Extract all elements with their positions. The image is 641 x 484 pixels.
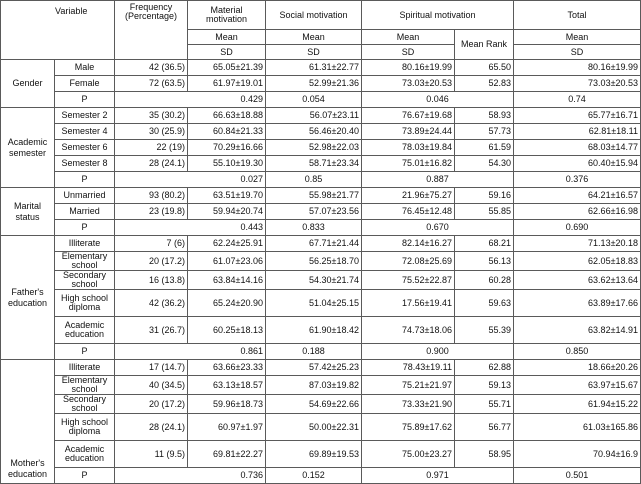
mean-rank-cell: 62.88 (455, 360, 514, 376)
p-label: P (55, 468, 115, 484)
frequency-cell: 23 (19.8) (115, 204, 188, 220)
spiritual-cell: 78.03±19.84 (362, 140, 455, 156)
p-value-row (1, 172, 641, 188)
total-cell: 62.05±18.83 (514, 252, 641, 271)
mean-rank-cell: 57.73 (455, 124, 514, 140)
material-cell: 63.84±14.16 (188, 271, 266, 290)
spiritual-cell: 75.89±17.62 (362, 414, 455, 441)
p-spiritual: 0.900 (362, 344, 514, 360)
total-cell: 70.94±16.9 (514, 441, 641, 468)
total-cell: 62.81±18.11 (514, 124, 641, 140)
spiritual-motivation-header: Spiritual motivation (362, 1, 514, 30)
material-cell: 61.07±23.06 (188, 252, 266, 271)
p-spiritual: 0.670 (362, 220, 514, 236)
p-label: P (55, 172, 115, 188)
p-material: 0.443 (115, 220, 266, 236)
table-row (1, 108, 641, 124)
frequency-cell: 40 (34.5) (115, 376, 188, 395)
table-row (1, 271, 641, 290)
social-cell: 61.90±18.42 (266, 317, 362, 344)
spiritual-cell: 75.00±23.27 (362, 441, 455, 468)
row-level: Illiterate (55, 360, 115, 376)
p-material: 0.027 (115, 172, 266, 188)
spiritual-cell: 78.43±19.11 (362, 360, 455, 376)
table-row (1, 395, 641, 414)
total-cell: 63.82±14.91 (514, 317, 641, 344)
table-row (1, 204, 641, 220)
row-level: Male (55, 60, 115, 76)
spiritual-cell: 21.96±75.27 (362, 188, 455, 204)
table-row (1, 414, 641, 441)
spiritual-cell: 17.56±19.41 (362, 290, 455, 317)
p-material: 0.861 (115, 344, 266, 360)
row-level: Semester 6 (55, 140, 115, 156)
mean-rank-cell: 55.71 (455, 395, 514, 414)
spiritual-mean-header: Mean (362, 30, 455, 45)
social-cell: 57.42±25.23 (266, 360, 362, 376)
material-motivation-header: Material motivation (188, 1, 266, 30)
p-social: 0.85 (266, 172, 362, 188)
frequency-cell: 31 (26.7) (115, 317, 188, 344)
table-row (1, 188, 641, 204)
social-cell: 52.99±21.36 (266, 76, 362, 92)
p-material: 0.736 (115, 468, 266, 484)
frequency-cell: 42 (36.2) (115, 290, 188, 317)
table-body (1, 60, 641, 484)
total-cell: 63.89±17.66 (514, 290, 641, 317)
p-social: 0.833 (266, 220, 362, 236)
spiritual-cell: 72.08±25.69 (362, 252, 455, 271)
material-cell: 59.96±18.73 (188, 395, 266, 414)
table-row (1, 376, 641, 395)
variable-header: Variable (1, 1, 115, 60)
table-row (1, 360, 641, 376)
frequency-cell: 16 (13.8) (115, 271, 188, 290)
row-level: Semester 2 (55, 108, 115, 124)
material-cell: 60.97±1.97 (188, 414, 266, 441)
p-social: 0.054 (266, 92, 362, 108)
social-cell: 67.71±21.44 (266, 236, 362, 252)
frequency-cell: 11 (9.5) (115, 441, 188, 468)
social-cell: 58.71±23.34 (266, 156, 362, 172)
table-row (1, 76, 641, 92)
total-cell: 62.66±16.98 (514, 204, 641, 220)
spiritual-cell: 80.16±19.99 (362, 60, 455, 76)
spiritual-cell: 75.01±16.82 (362, 156, 455, 172)
p-spiritual: 0.887 (362, 172, 514, 188)
table-row (1, 317, 641, 344)
spiritual-sd-header: SD (362, 45, 455, 60)
material-cell: 59.94±20.74 (188, 204, 266, 220)
frequency-cell: 30 (25.9) (115, 124, 188, 140)
total-cell: 80.16±19.99 (514, 60, 641, 76)
total-cell: 18.66±20.26 (514, 360, 641, 376)
row-level: Secondary school (55, 395, 115, 414)
frequency-header: Frequency (Percentage) (115, 1, 188, 60)
frequency-cell: 72 (63.5) (115, 76, 188, 92)
p-value-row (1, 344, 641, 360)
group-name: Mother's education (1, 360, 55, 484)
row-level: Married (55, 204, 115, 220)
mean-rank-cell: 54.30 (455, 156, 514, 172)
material-cell: 65.24±20.90 (188, 290, 266, 317)
group-name: Academic semester (1, 108, 55, 188)
mean-rank-cell: 59.63 (455, 290, 514, 317)
row-level: High school diploma (55, 290, 115, 317)
mean-rank-cell: 55.39 (455, 317, 514, 344)
table-row (1, 236, 641, 252)
p-total: 0.376 (514, 172, 641, 188)
row-level: Semester 4 (55, 124, 115, 140)
material-cell: 63.66±23.33 (188, 360, 266, 376)
spiritual-cell: 76.45±12.48 (362, 204, 455, 220)
group-name: Father's education (1, 236, 55, 360)
total-cell: 68.03±14.77 (514, 140, 641, 156)
mean-rank-cell: 61.59 (455, 140, 514, 156)
mean-rank-cell: 52.83 (455, 76, 514, 92)
table-row (1, 441, 641, 468)
table-row (1, 60, 641, 76)
material-cell: 63.51±19.70 (188, 188, 266, 204)
header-row (1, 1, 641, 30)
social-cell: 87.03±19.82 (266, 376, 362, 395)
frequency-cell: 7 (6) (115, 236, 188, 252)
mean-rank-cell: 56.13 (455, 252, 514, 271)
total-cell: 61.03±165.86 (514, 414, 641, 441)
frequency-cell: 22 (19) (115, 140, 188, 156)
mean-rank-cell: 56.77 (455, 414, 514, 441)
spiritual-cell: 73.89±24.44 (362, 124, 455, 140)
mean-rank-cell: 59.16 (455, 188, 514, 204)
material-cell: 62.24±25.91 (188, 236, 266, 252)
social-cell: 56.25±18.70 (266, 252, 362, 271)
p-value-row (1, 468, 641, 484)
total-cell: 64.21±16.57 (514, 188, 641, 204)
material-cell: 69.81±22.27 (188, 441, 266, 468)
total-cell: 61.94±15.22 (514, 395, 641, 414)
total-cell: 73.03±20.53 (514, 76, 641, 92)
total-sd-header: SD (514, 45, 641, 60)
p-material: 0.429 (115, 92, 266, 108)
table-row (1, 124, 641, 140)
social-cell: 54.69±22.66 (266, 395, 362, 414)
p-spiritual: 0.971 (362, 468, 514, 484)
frequency-cell: 20 (17.2) (115, 252, 188, 271)
mean-rank-cell: 65.50 (455, 60, 514, 76)
p-value-row (1, 220, 641, 236)
row-level: Elementary school (55, 252, 115, 271)
p-total: 0.74 (514, 92, 641, 108)
spiritual-mean-rank-header: Mean Rank (455, 30, 514, 60)
social-cell: 56.07±23.11 (266, 108, 362, 124)
social-cell: 51.04±25.15 (266, 290, 362, 317)
frequency-cell: 93 (80.2) (115, 188, 188, 204)
row-level: High school diploma (55, 414, 115, 441)
frequency-cell: 28 (24.1) (115, 414, 188, 441)
social-sd-header: SD (266, 45, 362, 60)
p-social: 0.188 (266, 344, 362, 360)
total-mean-header: Mean (514, 30, 641, 45)
social-motivation-header: Social motivation (266, 1, 362, 30)
frequency-cell: 28 (24.1) (115, 156, 188, 172)
total-cell: 60.40±15.94 (514, 156, 641, 172)
social-cell: 54.30±21.74 (266, 271, 362, 290)
table-row (1, 252, 641, 271)
table-row (1, 140, 641, 156)
table-row (1, 156, 641, 172)
social-cell: 55.98±21.77 (266, 188, 362, 204)
row-level: Illiterate (55, 236, 115, 252)
spiritual-cell: 82.14±16.27 (362, 236, 455, 252)
p-social: 0.152 (266, 468, 362, 484)
group-name: Marital status (1, 188, 55, 236)
p-total: 0.850 (514, 344, 641, 360)
material-cell: 66.63±18.88 (188, 108, 266, 124)
p-label: P (55, 344, 115, 360)
row-level: Academic education (55, 441, 115, 468)
frequency-cell: 17 (14.7) (115, 360, 188, 376)
social-cell: 69.89±19.53 (266, 441, 362, 468)
social-cell: 57.07±23.56 (266, 204, 362, 220)
social-mean-header: Mean (266, 30, 362, 45)
p-total: 0.690 (514, 220, 641, 236)
material-mean-header: Mean (188, 30, 266, 45)
mean-rank-cell: 58.93 (455, 108, 514, 124)
material-cell: 70.29±16.66 (188, 140, 266, 156)
total-cell: 71.13±20.18 (514, 236, 641, 252)
mean-rank-cell: 55.85 (455, 204, 514, 220)
row-level: Secondary school (55, 271, 115, 290)
material-cell: 65.05±21.39 (188, 60, 266, 76)
total-header: Total (514, 1, 641, 30)
frequency-cell: 35 (30.2) (115, 108, 188, 124)
social-cell: 61.31±22.77 (266, 60, 362, 76)
row-level: Unmarried (55, 188, 115, 204)
p-label: P (55, 220, 115, 236)
material-cell: 60.25±18.13 (188, 317, 266, 344)
total-cell: 63.97±15.67 (514, 376, 641, 395)
material-cell: 60.84±21.33 (188, 124, 266, 140)
spiritual-cell: 73.33±21.90 (362, 395, 455, 414)
social-cell: 52.98±22.03 (266, 140, 362, 156)
mean-rank-cell: 58.95 (455, 441, 514, 468)
row-level: Female (55, 76, 115, 92)
spiritual-cell: 74.73±18.06 (362, 317, 455, 344)
material-cell: 55.10±19.30 (188, 156, 266, 172)
spiritual-cell: 75.21±21.97 (362, 376, 455, 395)
spiritual-cell: 75.52±22.87 (362, 271, 455, 290)
row-level: Academic education (55, 317, 115, 344)
p-total: 0.501 (514, 468, 641, 484)
p-spiritual: 0.046 (362, 92, 514, 108)
material-sd-header: SD (188, 45, 266, 60)
table-row (1, 290, 641, 317)
p-value-row (1, 92, 641, 108)
row-level: Elementary school (55, 376, 115, 395)
p-label: P (55, 92, 115, 108)
material-cell: 61.97±19.01 (188, 76, 266, 92)
group-name: Gender (1, 60, 55, 108)
total-cell: 65.77±16.71 (514, 108, 641, 124)
frequency-cell: 42 (36.5) (115, 60, 188, 76)
spiritual-cell: 73.03±20.53 (362, 76, 455, 92)
social-cell: 50.00±22.31 (266, 414, 362, 441)
spiritual-cell: 76.67±19.68 (362, 108, 455, 124)
mean-rank-cell: 68.21 (455, 236, 514, 252)
mean-rank-cell: 60.28 (455, 271, 514, 290)
social-cell: 56.46±20.40 (266, 124, 362, 140)
mean-rank-cell: 59.13 (455, 376, 514, 395)
frequency-cell: 20 (17.2) (115, 395, 188, 414)
material-cell: 63.13±18.57 (188, 376, 266, 395)
row-level: Semester 8 (55, 156, 115, 172)
total-cell: 63.62±13.64 (514, 271, 641, 290)
